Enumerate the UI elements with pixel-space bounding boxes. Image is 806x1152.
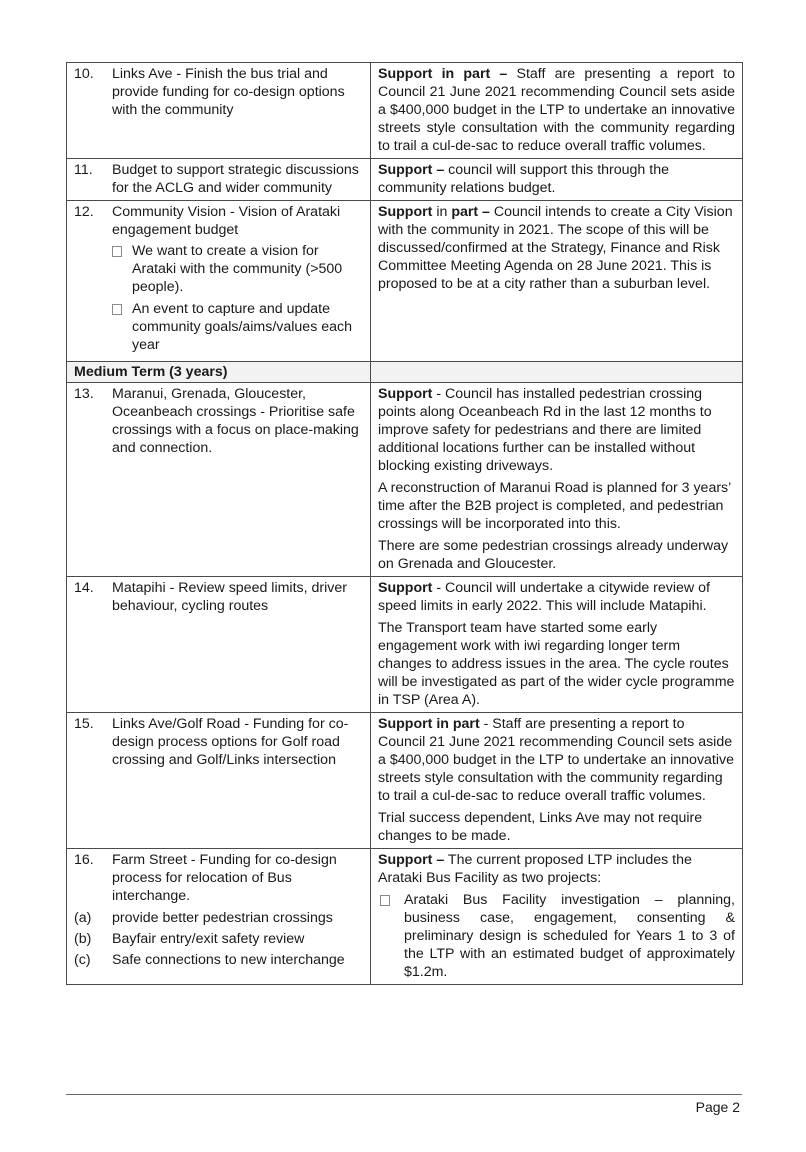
item-number: 11. bbox=[74, 162, 93, 178]
list-item bbox=[74, 930, 363, 948]
response-paragraph bbox=[378, 385, 735, 475]
response-cell bbox=[371, 383, 743, 577]
response-text: The current proposed LTP includes the Arataki Bus Facility as two projects: bbox=[378, 852, 692, 886]
response-cell bbox=[371, 159, 743, 201]
table-row bbox=[67, 713, 743, 849]
item-number: 13. bbox=[74, 386, 94, 402]
footer-divider bbox=[66, 1094, 742, 1095]
request-cell bbox=[67, 849, 371, 985]
response-lead: Support bbox=[378, 580, 433, 596]
subitem-text: Bayfair entry/exit safety review bbox=[112, 931, 305, 947]
request-cell bbox=[67, 713, 371, 849]
checkbox-bullet-icon bbox=[112, 304, 122, 315]
table-row bbox=[67, 849, 743, 985]
response-text: Staff are presenting a report to Council 21 June 2021 recommending Council sets aside a $400,000 budget in the LTP to undertake an innovative streets style consultation with the community regarding to trail a cul-de-sac to reduce overall traffic volumes. bbox=[378, 66, 735, 154]
response-connector: in bbox=[432, 204, 452, 220]
response-lead: Support in part – bbox=[378, 66, 508, 82]
response-paragraph: A reconstruction of Maranui Road is planned for 3 years’ time after the B2B project is completed, and pedestrian crossings will be incorporated into this. bbox=[378, 480, 731, 532]
request-cell bbox=[67, 201, 371, 362]
section-row bbox=[67, 362, 743, 383]
response-text: - Council has installed pedestrian crossing points along Oceanbeach Rd in the last 12 months to improve safety for pedestrians and there are limited additional locations further can be installed without blocking existing driveways. bbox=[378, 386, 712, 474]
request-cell bbox=[67, 63, 371, 159]
bullet-text: Arataki Bus Facility investigation – planning, business case, engagement, consenting & preliminary design is scheduled for Years 1 to 3 of the LTP with an estimated budget of approximately $1.2m. bbox=[404, 892, 735, 980]
subitem-label: (a) bbox=[74, 910, 92, 926]
subitem-label: (c) bbox=[74, 952, 91, 968]
table-row bbox=[67, 159, 743, 201]
list-item bbox=[74, 951, 363, 969]
response-cell bbox=[371, 201, 743, 362]
response-paragraph: Trial success dependent, Links Ave may not require changes to be made. bbox=[378, 810, 703, 844]
request-text: Matapihi - Review speed limits, driver behaviour, cycling routes bbox=[112, 580, 347, 614]
list-item bbox=[112, 300, 363, 354]
requests-table bbox=[66, 62, 743, 985]
response-lead: Support bbox=[378, 204, 433, 220]
request-subitems bbox=[74, 909, 363, 969]
response-text: - Council will undertake a citywide review of speed limits in early 2022. This will include Matapihi. bbox=[378, 580, 710, 614]
request-text: Links Ave - Finish the bus trial and provide funding for co-design options with the community bbox=[112, 66, 345, 118]
response-paragraph bbox=[378, 579, 735, 615]
list-item bbox=[74, 909, 363, 927]
response-paragraph bbox=[378, 715, 735, 805]
table-row bbox=[67, 63, 743, 159]
request-text: Community Vision - Vision of Arataki engagement budget bbox=[112, 204, 341, 238]
request-cell bbox=[67, 159, 371, 201]
response-lead: Support – bbox=[378, 162, 445, 178]
table-row bbox=[67, 577, 743, 713]
response-lead: Support – bbox=[378, 852, 445, 868]
checkbox-bullet-icon bbox=[112, 246, 122, 257]
request-text: Links Ave/Golf Road - Funding for co-design process options for Golf road crossing and Golf/Links intersection bbox=[112, 716, 349, 768]
list-item bbox=[378, 891, 735, 981]
request-text: Maranui, Grenada, Gloucester, Oceanbeach crossings - Prioritise safe crossings with a focus on place-making and connection. bbox=[112, 386, 359, 456]
request-cell bbox=[67, 383, 371, 577]
section-title: Medium Term (3 years) bbox=[67, 362, 371, 383]
subitem-label: (b) bbox=[74, 931, 92, 947]
request-cell bbox=[67, 577, 371, 713]
response-paragraph bbox=[378, 851, 735, 887]
checkbox-bullet-icon bbox=[380, 895, 390, 906]
table-row bbox=[67, 201, 743, 362]
request-bullets bbox=[112, 242, 363, 354]
item-number: 15. bbox=[74, 716, 94, 732]
response-paragraph: The Transport team have started some early engagement work with iwi regarding longer term changes to address issues in the area. The cycle routes will be investigated as part of the wider cycle programme in TSP (Area A). bbox=[378, 620, 735, 708]
list-item bbox=[112, 242, 363, 296]
section-blank-cell bbox=[371, 362, 743, 383]
request-text: Farm Street - Funding for co-design process for relocation of Bus interchange. bbox=[112, 852, 337, 904]
item-number: 12. bbox=[74, 204, 94, 220]
response-cell bbox=[371, 577, 743, 713]
item-number: 16. bbox=[74, 852, 94, 868]
subitem-text: provide better pedestrian crossings bbox=[112, 910, 333, 926]
response-cell bbox=[371, 63, 743, 159]
response-text: - Staff are presenting a report to Council 21 June 2021 recommending Council sets aside a $400,000 budget in the LTP to undertake an innovative streets style consultation with the community regarding to trail a cul-de-sac to reduce overall traffic volumes. bbox=[378, 716, 735, 804]
response-lead: Support in part bbox=[378, 716, 480, 732]
item-number: 10. bbox=[74, 66, 94, 82]
bullet-text: An event to capture and update community goals/aims/values each year bbox=[132, 301, 353, 353]
response-cell bbox=[371, 849, 743, 985]
item-number: 14. bbox=[74, 580, 94, 596]
response-lead-part: part – bbox=[451, 204, 490, 220]
response-lead: Support bbox=[378, 386, 433, 402]
response-cell bbox=[371, 713, 743, 849]
response-text: council will support this through the community relations budget. bbox=[378, 162, 669, 196]
response-text: Council intends to create a City Vision with the community in 2021. The scope of this will be discussed/confirmed at the Strategy, Finance and Risk Committee Meeting Agenda on 28 June 2021. This is proposed to be at a city rather than a suburban level. bbox=[378, 204, 733, 292]
request-text: Budget to support strategic discussions for the ACLG and wider community bbox=[112, 162, 359, 196]
bullet-text: We want to create a vision for Arataki with the community (>500 people). bbox=[132, 243, 343, 295]
page-number: Page 2 bbox=[695, 1099, 740, 1115]
response-paragraph: There are some pedestrian crossings already underway on Grenada and Gloucester. bbox=[378, 538, 729, 572]
table-row bbox=[67, 383, 743, 577]
subitem-text: Safe connections to new interchange bbox=[112, 952, 345, 968]
